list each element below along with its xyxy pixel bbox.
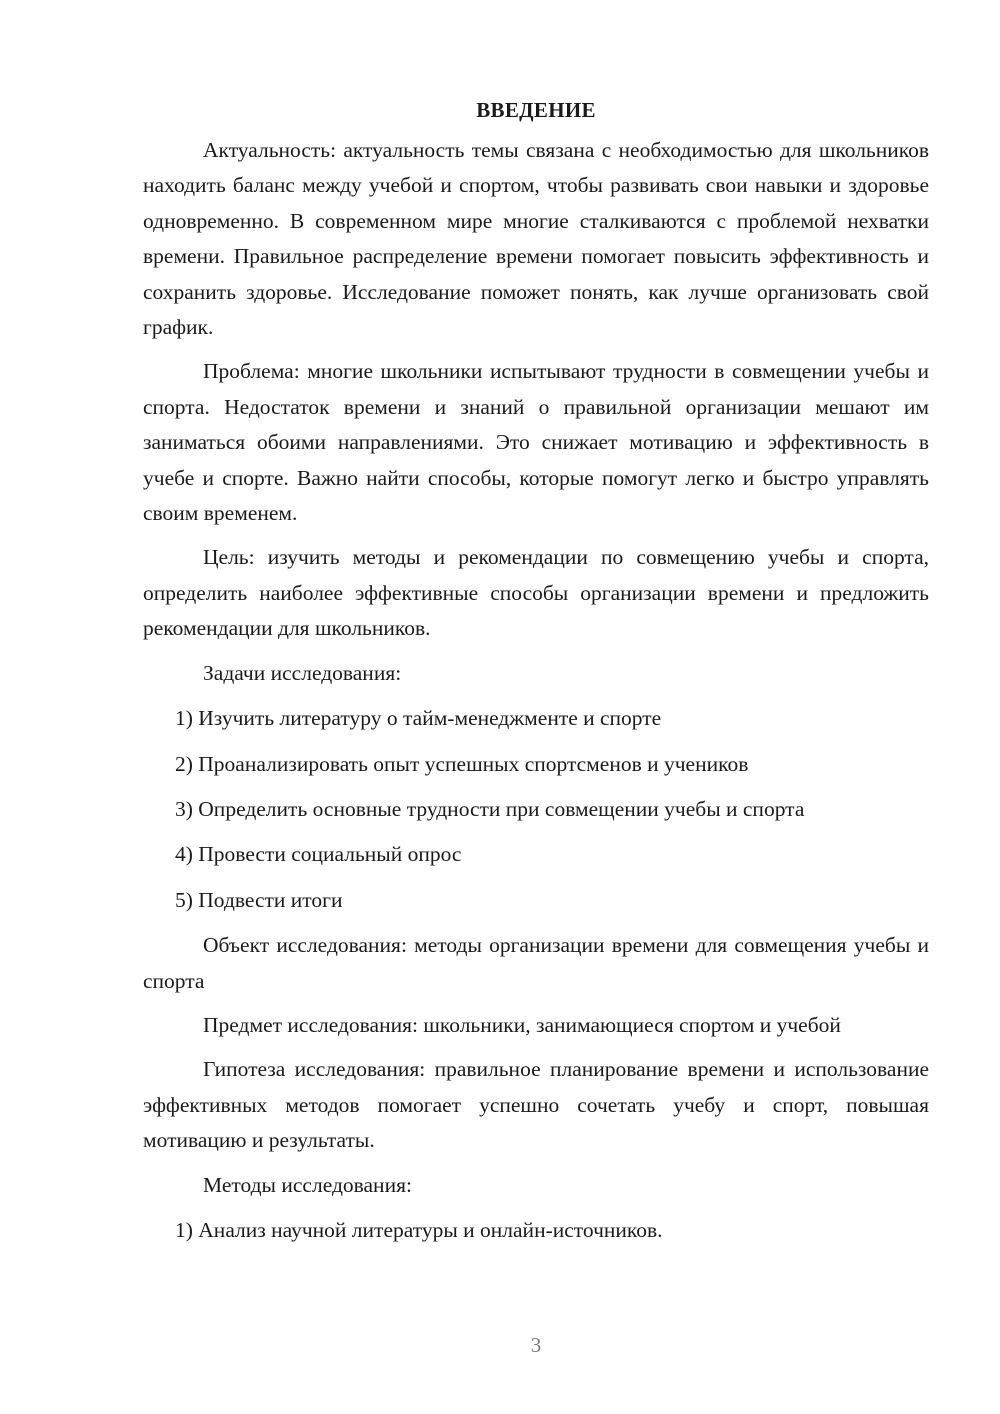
object-paragraph: Объект исследования: методы организации времени для совмещения учебы и спорта xyxy=(143,933,929,993)
task-item-5: 5) Подвести итоги xyxy=(175,887,343,912)
tasks-label: Задачи исследования: xyxy=(203,660,402,685)
page-number: 3 xyxy=(530,1333,542,1357)
problem-paragraph: Проблема: многие школьники испытывают трудности в совмещении учебы и спорта. Недостаток времени и знаний о правильной организации мешают им заниматься обоими направлениями. Это снижает мотивацию и эффективность в учебе и спорте. Важно найти способы, которые помогут легко и быстро управлять своим временем. xyxy=(143,359,929,526)
document-page xyxy=(143,96,929,1258)
goal-paragraph: Цель: изучить методы и рекомендации по совмещению учебы и спорта, определить наиболее эффективные способы организации времени и предложить рекомендации для школьников. xyxy=(143,545,929,641)
method-item-1: 1) Анализ научной литературы и онлайн-источников. xyxy=(175,1217,663,1242)
hypothesis-paragraph: Гипотеза исследования: правильное планирование времени и использование эффективных методов помогает успешно сочетать учебу и спорт, повышая мотивацию и результаты. xyxy=(143,1057,929,1153)
task-item-2: 2) Проанализировать опыт успешных спортсменов и учеников xyxy=(175,751,749,776)
relevance-paragraph: Актуальность: актуальность темы связана с необходимостью для школьников находить баланс между учебой и спортом, чтобы развивать свои навыки и здоровье одновременно. В современном мире многие сталкиваются с проблемой нехватки времени. Правильное распределение времени помогает повысить эффективность и сохранить здоровье. Исследование поможет понять, как лучше организовать свой график. xyxy=(143,138,929,340)
subject-paragraph: Предмет исследования: школьники, занимающиеся спортом и учебой xyxy=(203,1012,841,1037)
task-item-1: 1) Изучить литературу о тайм-менеджменте и спорте xyxy=(175,706,662,731)
methods-label: Методы исследования: xyxy=(203,1172,412,1197)
section-title: ВВЕДЕНИЕ xyxy=(476,98,596,122)
task-item-3: 3) Определить основные трудности при совмещении учебы и спорта xyxy=(175,796,805,821)
task-item-4: 4) Провести социальный опрос xyxy=(175,842,462,867)
